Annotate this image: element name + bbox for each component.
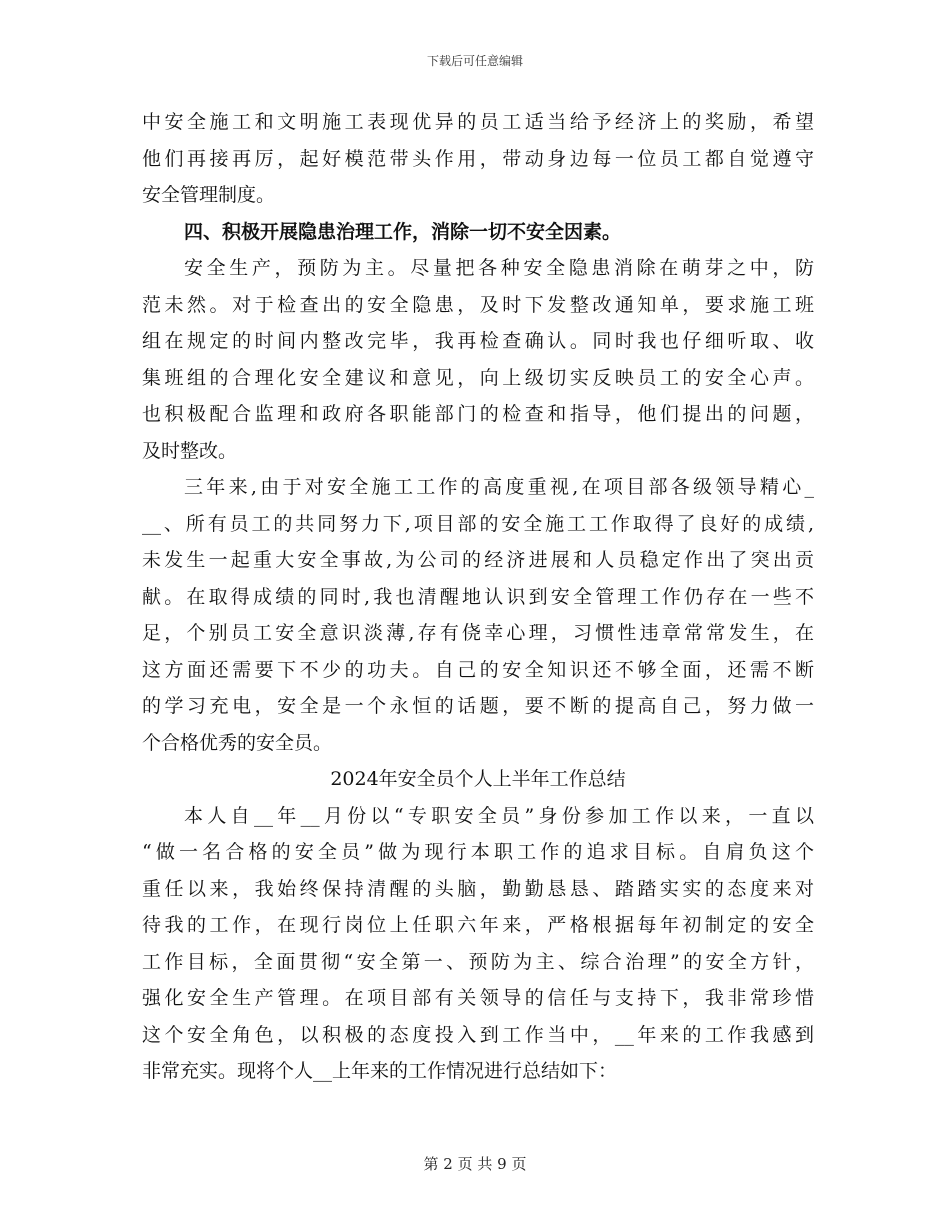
body-line: 中安全施工和文明施工表现优异的员工适当给予经济上的奖励，希望 bbox=[142, 111, 814, 133]
body-line: 工作目标，全面贯彻“安全第一、预防为主、综合治理”的安全方针， bbox=[142, 950, 814, 973]
section-heading: 四、积极开展隐患治理工作，消除一切不安全因素。 bbox=[184, 220, 622, 243]
document-title: 2024年安全员个人上半年工作总结 bbox=[330, 768, 626, 790]
page-number: 第 2 页 共 9 页 bbox=[423, 1155, 527, 1173]
body-line: 范未然。对于检查出的安全隐患，及时下发整改通知单，要求施工班 bbox=[142, 293, 814, 316]
body-line: 三年来,由于对安全施工工作的高度重视,在项目部各级领导精心_ bbox=[184, 476, 814, 498]
body-line: 个合格优秀的安全员。 bbox=[142, 731, 333, 754]
body-line: 组在规定的时间内整改完毕，我再检查确认。同时我也仔细听取、收 bbox=[142, 330, 814, 352]
body-line: 这方面还需要下不少的功夫。自己的安全知识还不够全面，还需不断 bbox=[142, 658, 814, 681]
document-body bbox=[142, 104, 814, 1090]
body-line: 非常充实。现将个人__上年来的工作情况进行总结如下： bbox=[142, 1060, 618, 1082]
body-line: 安全管理制度。 bbox=[142, 184, 276, 206]
body-line: 献。在取得成绩的同时,我也清醒地认识到安全管理工作仍存在一些不 bbox=[142, 585, 814, 608]
body-line: 这个安全角色，以积极的态度投入到工作当中，__年来的工作我感到 bbox=[142, 1023, 814, 1046]
body-line: 强化安全生产管理。在项目部有关领导的信任与支持下，我非常珍惜 bbox=[142, 987, 814, 1009]
body-line: 足，个别员工安全意识淡薄,存有侥幸心理，习惯性违章常常发生，在 bbox=[142, 622, 814, 644]
body-line: __、所有员工的共同努力下,项目部的安全施工工作取得了良好的成绩, bbox=[142, 512, 814, 535]
body-line: 待我的工作，在现行岗位上任职六年来，严格根据每年初制定的安全 bbox=[142, 914, 814, 936]
body-line: “做一名合格的安全员”做为现行本职工作的追求目标。自肩负这个 bbox=[142, 841, 814, 863]
body-line: 的学习充电，安全是一个永恒的话题，要不断的提高自己，努力做一 bbox=[142, 695, 814, 717]
body-line: 及时整改。 bbox=[142, 439, 238, 462]
body-line: 集班组的合理化安全建议和意见，向上级切实反映员工的安全心声。 bbox=[142, 366, 814, 389]
body-line: 安全生产，预防为主。尽量把各种安全隐患消除在萌芽之中，防 bbox=[184, 257, 814, 279]
body-line: 重任以来，我始终保持清醒的头脑，勤勤恳恳、踏踏实实的态度来对 bbox=[142, 877, 814, 900]
header-note: 下载后可任意编辑 bbox=[426, 54, 523, 68]
body-line: 本人自__年__月份以“专职安全员”身份参加工作以来，一直以 bbox=[184, 804, 814, 827]
body-line: 他们再接再厉，起好模范带头作用，带动身边每一位员工都自觉遵守 bbox=[142, 147, 814, 170]
body-line: 未发生一起重大安全事故,为公司的经济进展和人员稳定作出了突出贡 bbox=[142, 549, 814, 571]
body-line: 也积极配合监理和政府各职能部门的检查和指导，他们提出的问题， bbox=[142, 403, 814, 425]
